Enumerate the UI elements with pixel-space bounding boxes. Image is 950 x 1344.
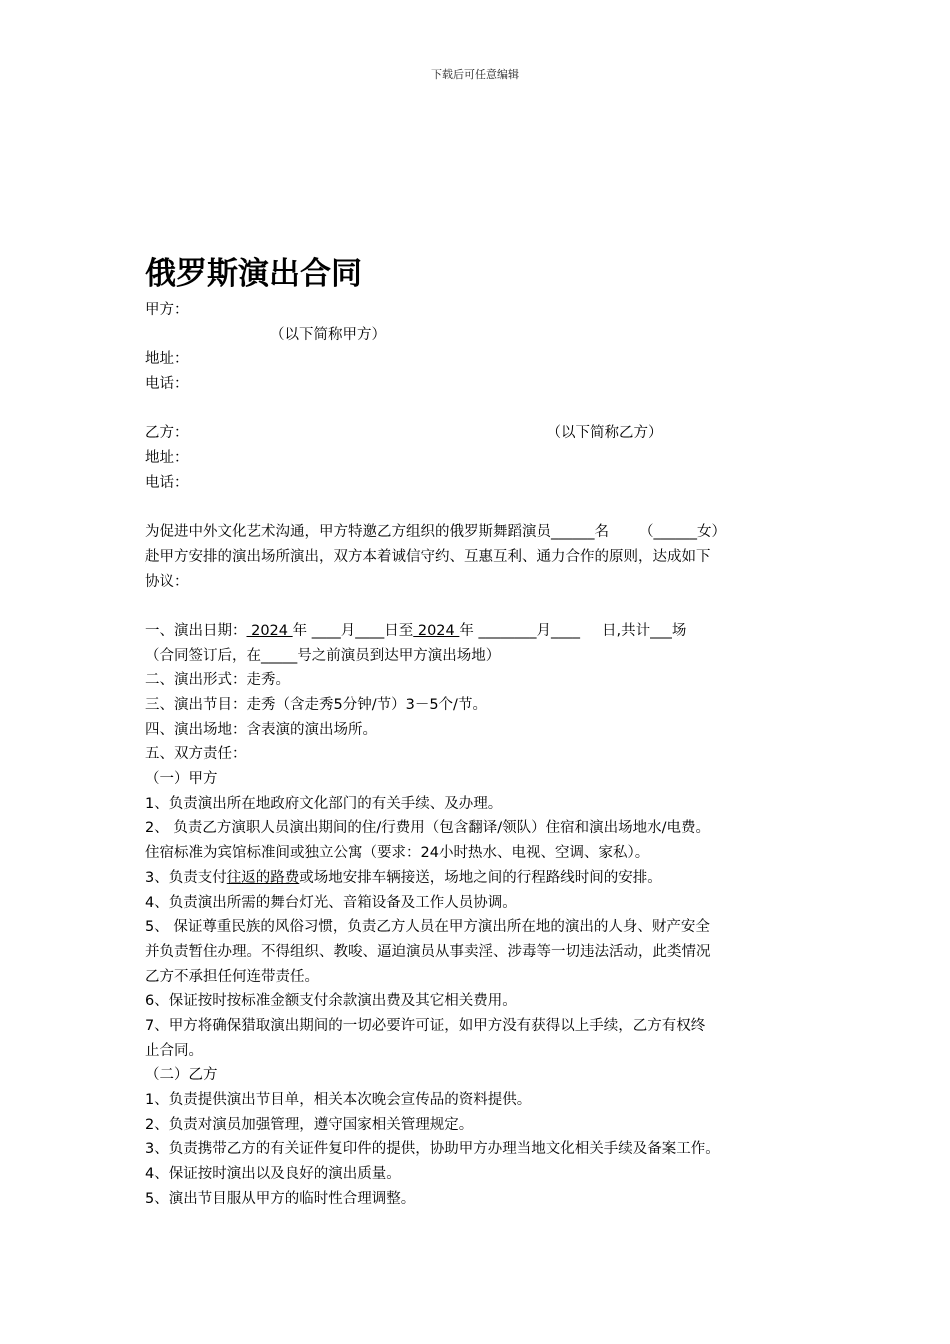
party-a-duty-2-line-2: 住宿标准为宾馆标准间或独立公寓（要求：24小时热水、电视、空调、家私）。: [145, 845, 650, 862]
party-a-duty-6: 6、保证按时按标准金额支付余款演出费及其它相关费用。: [145, 993, 517, 1010]
party-b-phone-label: 电话：: [145, 474, 189, 491]
start-year: 2024: [246, 622, 293, 639]
party-a-phone-label: 电话：: [145, 376, 189, 393]
party-a-address-label: 地址：: [145, 351, 189, 368]
intro-line-2: 赴甲方安排的演出场所演出，双方本着诚信守约、互惠互利、通力合作的原则，达成如下: [145, 548, 711, 565]
note-text: （合同签订后，在: [145, 647, 261, 664]
party-b-duty-2: 2、负责对演员加强管理，遵守国家相关管理规定。: [145, 1116, 474, 1133]
intro-text: 名: [594, 524, 609, 541]
contract-title: 俄罗斯演出合同: [145, 256, 362, 292]
clause-5: 五、双方责任：: [145, 746, 247, 763]
header-note: 下载后可任意编辑: [431, 68, 519, 81]
party-a-duty-1: 1、负责演出所在地政府文化部门的有关手续、及办理。: [145, 795, 503, 812]
party-a-duty-4: 4、负责演出所需的舞台灯光、音箱设备及工作人员协调。: [145, 894, 517, 911]
spacer: [145, 594, 810, 619]
party-a-alias: （以下简称甲方）: [270, 326, 386, 343]
party-b-alias: （以下简称乙方）: [546, 425, 663, 442]
party-a-label: 甲方：: [145, 302, 189, 318]
show-unit: 场: [671, 622, 687, 639]
intro-text: 女）: [697, 524, 726, 541]
party-b-duties-heading: （二）乙方: [145, 1067, 218, 1084]
party-a-duty-7-line-2: 止合同。: [145, 1042, 203, 1059]
total-text: 日,共计: [601, 622, 651, 639]
dancer-count-blank: ______: [551, 524, 595, 541]
show-count-blank: ___: [650, 622, 672, 639]
spacer: [145, 397, 810, 422]
clause-1-dates: [145, 619, 810, 644]
party-a-duties-heading: （一）甲方: [145, 771, 218, 788]
party-b-duty-1: 1、负责提供演出节目单，相关本次晚会宣传品的资料提供。: [145, 1092, 532, 1108]
party-b-address-label: 地址：: [145, 450, 189, 467]
party-a-duty-3: [145, 866, 810, 891]
end-day-blank: ____: [550, 622, 580, 639]
note-text: 号之前演员到达甲方演出场地）: [297, 647, 501, 664]
end-year: 2024: [413, 622, 460, 639]
clause-1-label: 一、演出日期：: [145, 622, 247, 639]
clause-2: 二、演出形式：走秀。: [145, 672, 290, 689]
start-day-blank: ____: [355, 622, 385, 639]
month-char: 月: [340, 622, 356, 639]
party-b-duty-4: 4、保证按时演出以及良好的演出质量。: [145, 1166, 401, 1183]
day-to-text: 日至: [384, 622, 414, 639]
party-a-duty-5-line-3: 乙方不承担任何连带责任。: [145, 968, 319, 985]
duty-text: 3、负责支付: [145, 869, 227, 886]
intro-line-3: 协议：: [145, 573, 189, 590]
spacer: [145, 496, 810, 521]
round-trip-fare-text: 往返的路费: [226, 869, 300, 886]
party-a-duty-5-line-2: 并负责暂住办理。不得组织、教唆、逼迫演员从事卖淫、涉毒等一切违法活动，此类情况: [145, 943, 711, 960]
intro-text: 为促进中外文化艺术沟通，甲方特邀乙方组织的俄罗斯舞蹈演员: [145, 524, 551, 541]
party-b-label: 乙方：: [145, 425, 189, 442]
party-a-alias-line: [145, 323, 810, 348]
party-b-duty-5: 5、演出节目服从甲方的临时性合理调整。: [145, 1190, 416, 1207]
start-month-blank: ____: [307, 622, 341, 639]
party-b-line: [145, 421, 810, 446]
party-a-duty-2-line-1: 2、 负责乙方演职人员演出期间的住/行费用（包含翻译/领队）住宿和演出场地水/电费。: [145, 820, 710, 837]
month-char: 月: [536, 622, 551, 639]
arrival-date-blank: _____: [261, 647, 298, 664]
duty-text: 或场地安排车辆接送，场地之间的行程路线时间的安排。: [299, 869, 662, 886]
party-b-duty-3: 3、负责携带乙方的有关证件复印件的提供，协助甲方办理当地文化相关手续及备案工作。: [145, 1141, 720, 1158]
intro-line-1: [145, 520, 810, 545]
clause-4: 四、演出场地：含表演的演出场所。: [145, 721, 377, 738]
year-char: 年: [292, 622, 308, 639]
female-count-blank: ______: [653, 524, 697, 541]
clause-3: 三、演出节目：走秀（含走秀5分钟/节）3－5个/节。: [145, 697, 487, 713]
year-char: 年: [459, 622, 474, 639]
contract-document: [145, 250, 810, 1211]
party-a-duty-5-line-1: 5、 保证尊重民族的风俗习惯，负责乙方人员在甲方演出所在地的演出的人身、财产安全: [145, 919, 710, 936]
party-a-duty-7-line-1: 7、甲方将确保猎取演出期间的一切必要许可证，如甲方没有获得以上手续，乙方有权终: [145, 1017, 706, 1034]
clause-1-note: [145, 644, 810, 669]
intro-text: （: [639, 524, 654, 541]
end-month-blank: ________: [473, 622, 537, 639]
